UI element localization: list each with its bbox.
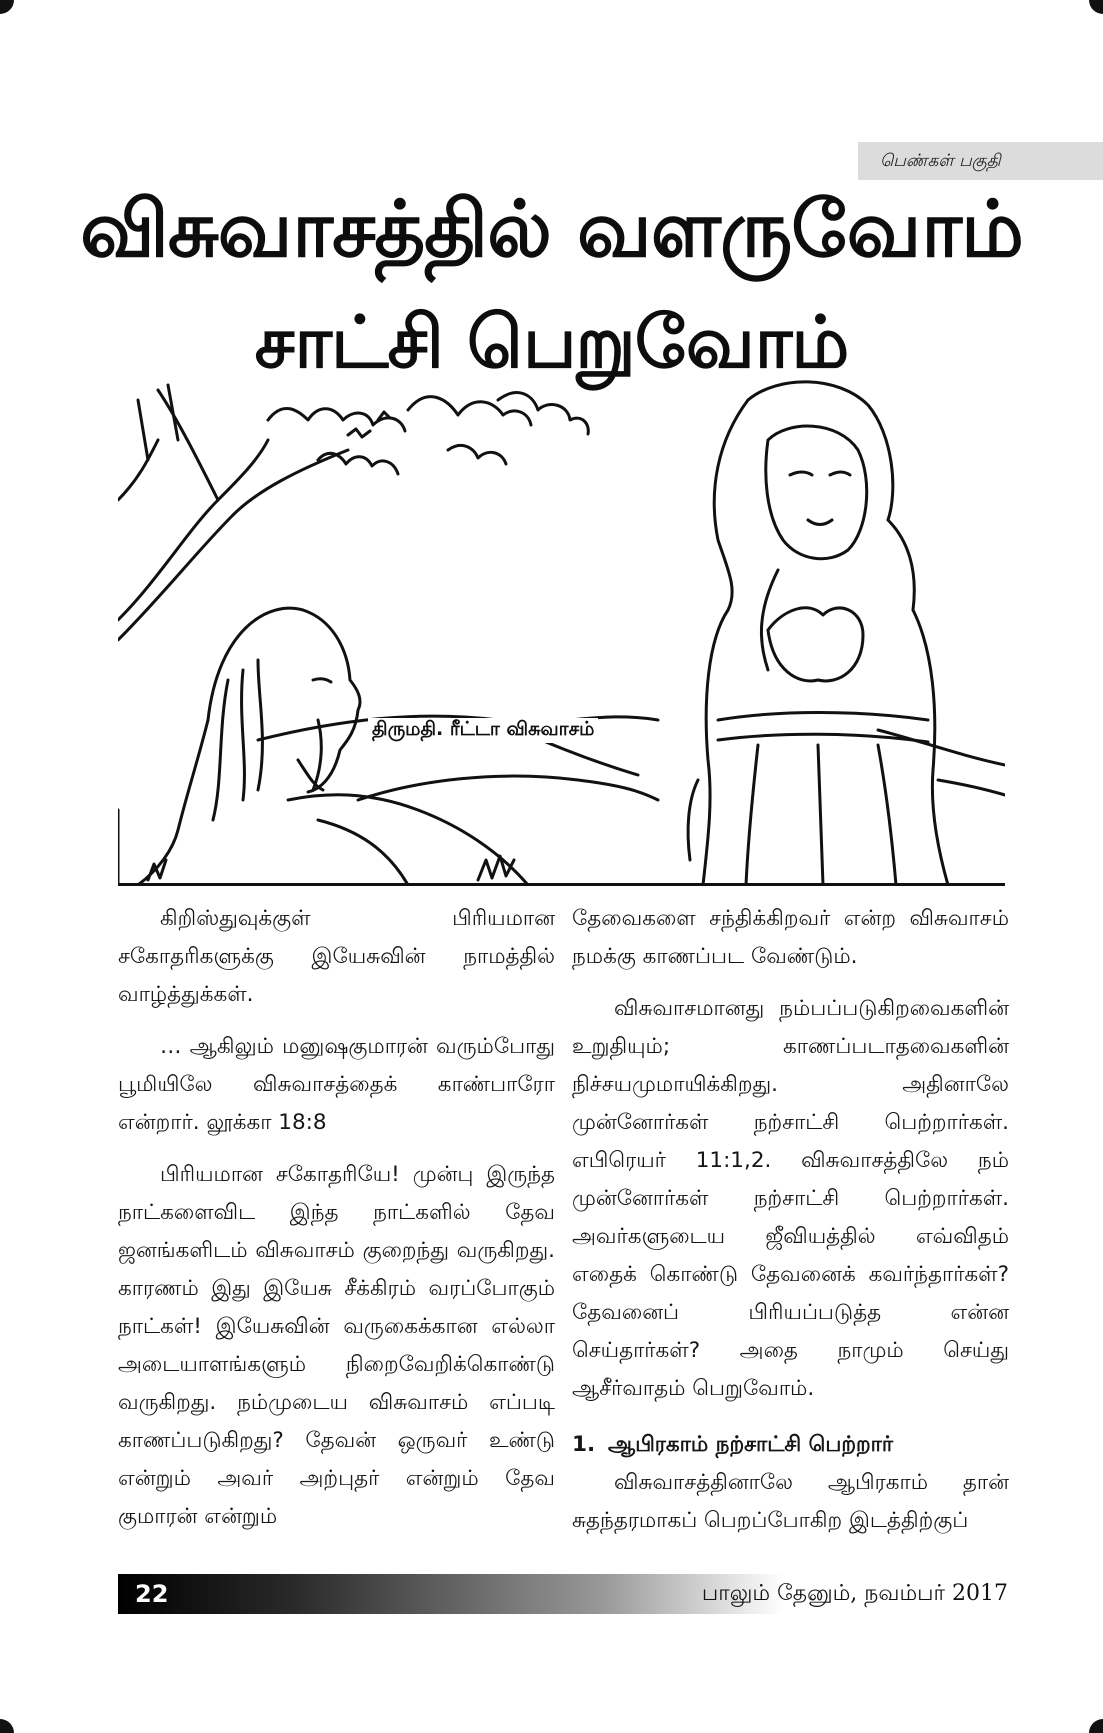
section-tag: பெண்கள் பகுதி	[858, 142, 1103, 180]
paragraph: தேவைகளை சந்திக்கிறவர் என்ற விசுவாசம் நமக்கு காணப்பட வேண்டும்.	[572, 906, 1009, 969]
right-column	[572, 900, 1009, 1554]
paragraph: கிறிஸ்துவுக்குள் பிரியமான சகோதரிகளுக்கு இயேசுவின் நாமத்தில் வாழ்த்துக்கள்.	[118, 906, 555, 1007]
section-number: 1.	[572, 1432, 596, 1457]
left-column	[118, 900, 555, 1550]
article-title-line2: சாட்சி பெறுவோம்	[254, 300, 849, 384]
page-corner	[1089, 0, 1103, 14]
paragraph: விசுவாசத்தினாலே ஆபிரகாம் தான் சுதந்தரமாகப் பெறப்போகிற இடத்திற்குப்	[572, 1470, 1009, 1533]
page-corner	[0, 1719, 14, 1733]
author-byline: திருமதி. ரீட்டா விசுவாசம்	[368, 718, 598, 743]
page-number: 22	[135, 1580, 169, 1608]
publication-info: பாலும் தேனும், நவம்பர் 2017	[701, 1581, 1008, 1606]
article-title-line1: விசுவாசத்தில் வளருவோம்	[80, 185, 1023, 275]
section-heading	[572, 1426, 1009, 1464]
page-corner	[0, 0, 14, 14]
paragraph: … ஆகிலும் மனுஷகுமாரன் வரும்போது பூமியிலே விசுவாசத்தைக் காண்பாரோ என்றார். லூக்கா 18:8	[118, 1034, 555, 1135]
page-corner	[1089, 1719, 1103, 1733]
paragraph: பிரியமான சகோதரியே! முன்பு இருந்த நாட்களைவிட இந்த நாட்களில் தேவ ஜனங்களிடம் விசுவாசம் குறைந்து வருகிறது. காரணம் இது இயேசு சீக்கிரம் வரப்போகும் நாட்கள்! இயேசுவின் வருகைக்கான எல்லா அடையாளங்களும் நிறைவேறிக்கொண்டு வருகிறது. நம்முடைய விசுவாசம் எப்படி காணப்படுகிறது? தேவன் ஒருவர் உண்டு என்றும் அவர் அற்புதர் என்றும் தேவ குமாரன் என்றும்	[118, 1162, 555, 1529]
section-heading-text: ஆபிரகாம் நற்சாட்சி பெற்றார்	[608, 1432, 894, 1457]
jesus-and-woman-illustration	[118, 380, 1005, 885]
paragraph: விசுவாசமானது நம்பப்படுகிறவைகளின் உறுதியும்; காணப்படாதவைகளின் நிச்சயமுமாயிக்கிறது. அதினாலே முன்னோர்கள் நற்சாட்சி பெற்றார்கள். எபிரெயர் 11:1,2. விசுவாசத்திலே நம் முன்னோர்கள் நற்சாட்சி பெற்றார்கள். அவர்களுடைய ஜீவியத்தில் எவ்விதம் எதைக் கொண்டு தேவனைக் கவர்ந்தார்கள்? தேவனைப் பிரியப்படுத்த என்ன செய்தார்கள்? அதை நாமும் செய்து ஆசீர்வாதம் பெறுவோம்.	[572, 996, 1009, 1401]
horizontal-rule	[118, 883, 1005, 886]
